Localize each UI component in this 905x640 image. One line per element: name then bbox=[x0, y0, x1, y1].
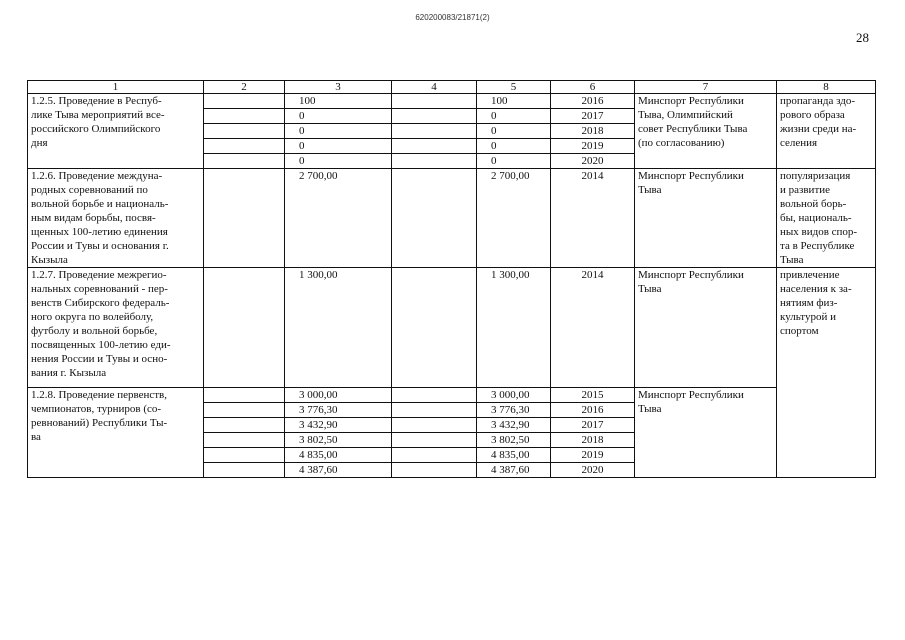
cell-col3: 1 300,00 bbox=[285, 268, 392, 388]
column-header-6: 6 bbox=[551, 81, 635, 94]
cell-col4 bbox=[392, 403, 477, 418]
cell-col5: 0 bbox=[477, 154, 551, 169]
table-row bbox=[28, 268, 876, 388]
expected-result-line: привлечение bbox=[780, 269, 840, 281]
cell-col5: 0 bbox=[477, 139, 551, 154]
measure-name-line: посвященных 100-летию еди- bbox=[31, 339, 171, 351]
cell-col4 bbox=[392, 154, 477, 169]
cell-year: 2016 bbox=[551, 94, 635, 109]
expected-result-line: и развитие bbox=[780, 184, 831, 196]
cell-col3: 3 802,50 bbox=[285, 433, 392, 448]
measure-name bbox=[28, 94, 204, 169]
cell-year: 2017 bbox=[551, 109, 635, 124]
cell-col5: 4 387,60 bbox=[477, 463, 551, 478]
executor-line: совет Республики Тыва bbox=[638, 123, 748, 135]
cell-col4 bbox=[392, 463, 477, 478]
measure-name-line: 1.2.6. Проведение междуна- bbox=[31, 170, 163, 182]
measure-name-line: вания г. Кызыла bbox=[31, 367, 107, 379]
cell-col5: 4 835,00 bbox=[477, 448, 551, 463]
executor-line: (по согласованию) bbox=[638, 137, 725, 149]
measure-name-line: нальных соревнований - пер- bbox=[31, 283, 168, 295]
cell-year: 2019 bbox=[551, 139, 635, 154]
executor bbox=[635, 169, 777, 268]
measure-name-line: российского Олимпийского bbox=[31, 123, 161, 135]
cell-col4 bbox=[392, 169, 477, 268]
cell-col5: 1 300,00 bbox=[477, 268, 551, 388]
cell-col5: 3 776,30 bbox=[477, 403, 551, 418]
cell-col2 bbox=[204, 94, 285, 109]
measure-name-line: футболу и вольной борьбе, bbox=[31, 325, 158, 337]
cell-col5: 2 700,00 bbox=[477, 169, 551, 268]
table-row bbox=[28, 94, 876, 109]
measure-name bbox=[28, 388, 204, 478]
cell-col5: 0 bbox=[477, 124, 551, 139]
expected-result-line: популяризация bbox=[780, 170, 851, 182]
measure-name-line: России и Тувы и основания г. bbox=[31, 240, 169, 252]
expected-result-line: селения bbox=[780, 137, 818, 149]
cell-col4 bbox=[392, 139, 477, 154]
cell-year: 2018 bbox=[551, 433, 635, 448]
cell-col2 bbox=[204, 139, 285, 154]
cell-col2 bbox=[204, 388, 285, 403]
cell-col3: 0 bbox=[285, 154, 392, 169]
measure-name-line: нения России и Тувы и осно- bbox=[31, 353, 168, 365]
cell-col3: 0 bbox=[285, 139, 392, 154]
expected-result-line: пропаганда здо- bbox=[780, 95, 856, 107]
cell-col4 bbox=[392, 94, 477, 109]
expected-result-line: ных видов спор- bbox=[780, 226, 858, 238]
cell-col3: 3 432,90 bbox=[285, 418, 392, 433]
cell-col2 bbox=[204, 418, 285, 433]
cell-col2 bbox=[204, 433, 285, 448]
measure-name-line: 1.2.5. Проведение в Респуб- bbox=[31, 95, 162, 107]
expected-result-line: спортом bbox=[780, 325, 819, 337]
cell-col3: 3 776,30 bbox=[285, 403, 392, 418]
executor-line: Минспорт Республики bbox=[638, 95, 744, 107]
cell-col2 bbox=[204, 463, 285, 478]
cell-col5: 0 bbox=[477, 109, 551, 124]
expected-result-line: вольной борь- bbox=[780, 198, 847, 210]
cell-col3: 0 bbox=[285, 124, 392, 139]
measure-name-line: венств Сибирского федераль- bbox=[31, 297, 170, 309]
executor-line: Тыва bbox=[638, 283, 662, 295]
cell-col4 bbox=[392, 448, 477, 463]
cell-col2 bbox=[204, 268, 285, 388]
executor bbox=[635, 268, 777, 388]
measure-name-line: ревнований) Республики Ты- bbox=[31, 417, 168, 429]
table-row bbox=[28, 169, 876, 268]
expected-result-line: населения к за- bbox=[780, 283, 852, 295]
measure-name-line: 1.2.8. Проведение первенств, bbox=[31, 389, 167, 401]
column-header-8: 8 bbox=[777, 81, 876, 94]
column-header-3: 3 bbox=[285, 81, 392, 94]
cell-col2 bbox=[204, 109, 285, 124]
cell-col4 bbox=[392, 388, 477, 403]
column-header-7: 7 bbox=[635, 81, 777, 94]
expected-result-line: Тыва bbox=[780, 254, 804, 266]
measure-name-line: вольной борьбе и националь- bbox=[31, 198, 169, 210]
expected-result bbox=[777, 169, 876, 268]
cell-col5: 100 bbox=[477, 94, 551, 109]
cell-year: 2018 bbox=[551, 124, 635, 139]
column-header-1: 1 bbox=[28, 81, 204, 94]
measure-name-line: родных соревнований по bbox=[31, 184, 148, 196]
cell-year: 2014 bbox=[551, 268, 635, 388]
cell-year: 2015 bbox=[551, 388, 635, 403]
expected-result-line: та в Республике bbox=[780, 240, 855, 252]
measure-name-line: лике Тыва мероприятий все- bbox=[31, 109, 165, 121]
measure-name-line: ного округа по волейболу, bbox=[31, 311, 154, 323]
executor bbox=[635, 94, 777, 169]
measure-name bbox=[28, 169, 204, 268]
expected-result-line: культурой и bbox=[780, 311, 836, 323]
expected-result-line: нятиям физ- bbox=[780, 297, 838, 309]
cell-col4 bbox=[392, 418, 477, 433]
cell-year: 2020 bbox=[551, 463, 635, 478]
cell-col4 bbox=[392, 124, 477, 139]
cell-col3: 100 bbox=[285, 94, 392, 109]
cell-year: 2017 bbox=[551, 418, 635, 433]
cell-col4 bbox=[392, 433, 477, 448]
expected-result bbox=[777, 268, 876, 478]
header-row bbox=[28, 81, 876, 94]
cell-col4 bbox=[392, 109, 477, 124]
measure-name-line: 1.2.7. Проведение межрегио- bbox=[31, 269, 167, 281]
program-table bbox=[27, 80, 876, 478]
executor-line: Минспорт Республики bbox=[638, 389, 744, 401]
measure-name-line: дня bbox=[31, 137, 48, 149]
column-header-5: 5 bbox=[477, 81, 551, 94]
page-number: 28 bbox=[856, 30, 869, 45]
cell-col3: 4 387,60 bbox=[285, 463, 392, 478]
measure-name bbox=[28, 268, 204, 388]
cell-year: 2020 bbox=[551, 154, 635, 169]
column-header-4: 4 bbox=[392, 81, 477, 94]
cell-col2 bbox=[204, 448, 285, 463]
cell-col3: 4 835,00 bbox=[285, 448, 392, 463]
executor-line: Тыва bbox=[638, 403, 662, 415]
executor-line: Тыва, Олимпийский bbox=[638, 109, 733, 121]
cell-year: 2014 bbox=[551, 169, 635, 268]
cell-year: 2019 bbox=[551, 448, 635, 463]
cell-col3: 2 700,00 bbox=[285, 169, 392, 268]
measure-name-line: щенных 100-летию единения bbox=[31, 226, 168, 238]
cell-col5: 3 432,90 bbox=[477, 418, 551, 433]
expected-result bbox=[777, 94, 876, 169]
measure-name-line: ным видам борьбы, посвя- bbox=[31, 212, 156, 224]
measure-name-line: чемпионатов, турниров (со- bbox=[31, 403, 162, 415]
table-row bbox=[28, 388, 876, 403]
executor-line: Минспорт Республики bbox=[638, 170, 744, 182]
column-header-2: 2 bbox=[204, 81, 285, 94]
cell-col3: 3 000,00 bbox=[285, 388, 392, 403]
document-id: 620200083/21871(2) bbox=[415, 13, 490, 22]
cell-col3: 0 bbox=[285, 109, 392, 124]
executor bbox=[635, 388, 777, 478]
expected-result-line: жизни среди на- bbox=[780, 123, 857, 135]
cell-col2 bbox=[204, 124, 285, 139]
expected-result-line: рового образа bbox=[780, 109, 845, 121]
measure-name-line: ва bbox=[31, 431, 41, 443]
cell-year: 2016 bbox=[551, 403, 635, 418]
executor-line: Тыва bbox=[638, 184, 662, 196]
expected-result-line: бы, националь- bbox=[780, 212, 852, 224]
cell-col2 bbox=[204, 403, 285, 418]
executor-line: Минспорт Республики bbox=[638, 269, 744, 281]
cell-col4 bbox=[392, 268, 477, 388]
measure-name-line: Кызыла bbox=[31, 254, 68, 266]
cell-col5: 3 000,00 bbox=[477, 388, 551, 403]
cell-col5: 3 802,50 bbox=[477, 433, 551, 448]
cell-col2 bbox=[204, 169, 285, 268]
cell-col2 bbox=[204, 154, 285, 169]
